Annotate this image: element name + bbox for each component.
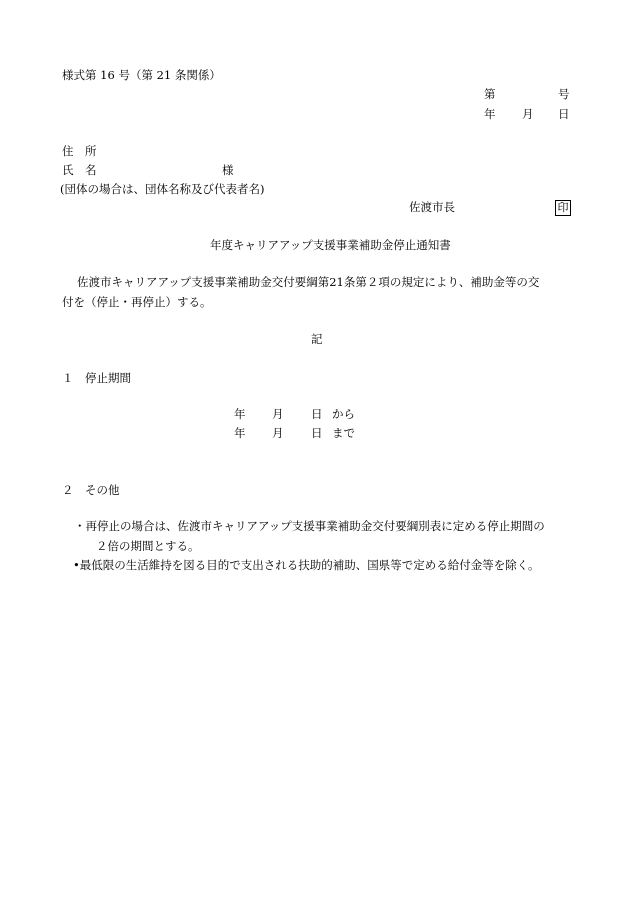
section-2-heading: ２ その他 (62, 483, 120, 497)
ki-marker: 記 (311, 332, 323, 346)
period-to-suffix: まで (332, 426, 355, 440)
seal-stamp: 印 (555, 200, 571, 216)
sender-title: 佐渡市長 (409, 200, 455, 214)
organization-note: (団体の場合は、団体名称及び代表者名) (60, 182, 265, 196)
period-to-year: 年 (234, 426, 246, 440)
period-from-day: 日 (311, 407, 323, 421)
section-1-heading: １ 停止期間 (62, 371, 131, 385)
issue-date-day: 日 (558, 107, 570, 121)
document-title: 年度キャリアアップ支援事業補助金停止通知書 (210, 238, 451, 252)
period-from-month: 月 (272, 407, 284, 421)
body-line-1: 佐渡市キャリアアップ支援事業補助金交付要綱第21条第２項の規定により、補助金等の交 (77, 275, 540, 289)
document-number-prefix: 第 (484, 87, 496, 101)
note-bullet-1-line-2: ２倍の期間とする。 (96, 539, 200, 553)
issue-date-month: 月 (522, 107, 534, 121)
period-to-month: 月 (272, 426, 284, 440)
name-label: 氏 名 (62, 163, 97, 177)
address-label: 住 所 (62, 144, 97, 158)
honorific: 様 (222, 163, 234, 177)
period-to-day: 日 (311, 426, 323, 440)
period-from-year: 年 (234, 407, 246, 421)
note-bullet-1-line-1: ・再停止の場合は、佐渡市キャリアアップ支援事業補助金交付要綱別表に定める停止期間の (74, 519, 545, 533)
issue-date-year: 年 (484, 107, 496, 121)
document-number-suffix: 号 (558, 87, 570, 101)
body-line-2: 付を（停止・再停止）する。 (62, 295, 212, 309)
form-label: 様式第 16 号（第 21 条関係） (62, 68, 221, 82)
period-from-suffix: から (332, 407, 355, 421)
note-bullet-2: •最低限の生活維持を図る目的で支出される扶助的補助、国県等で定める給付金等を除く。 (73, 558, 540, 572)
